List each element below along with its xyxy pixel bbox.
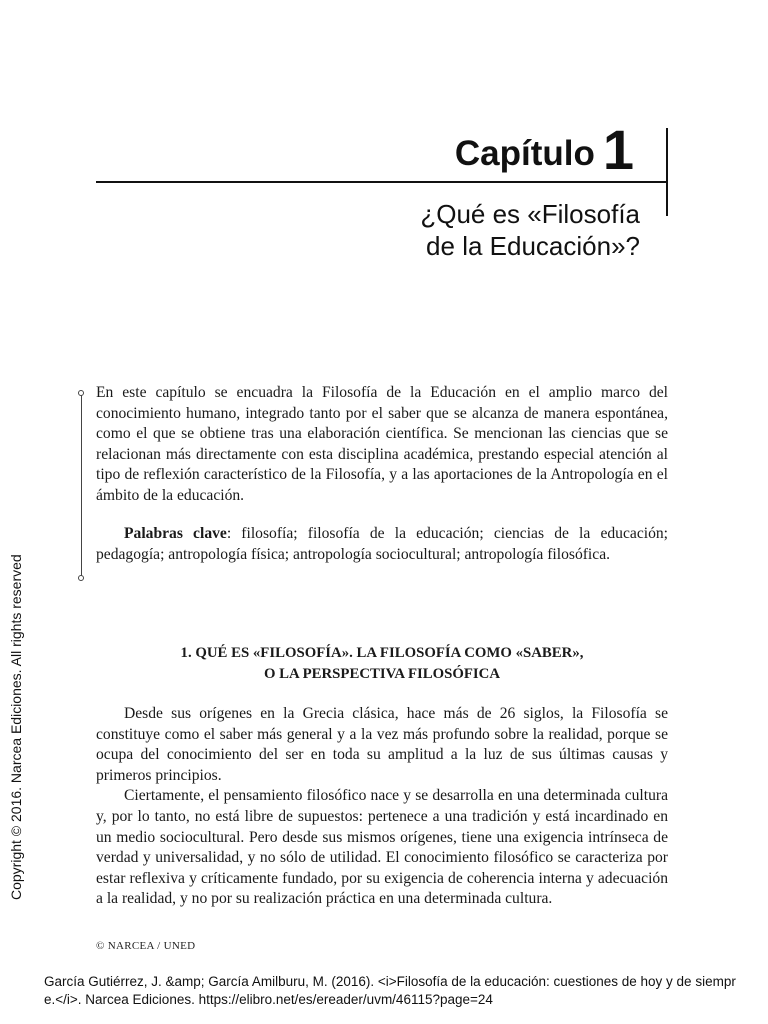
- citation: García Gutiérrez, J. &amp; García Amilburu, M. (2016). <i>Filosofía de la educación: cuestiones de hoy y de siempre.</i>. Narcea Ediciones. https://elibro.net/es/ereader/uvm/46115?page=24: [44, 974, 736, 1007]
- abstract-bar: [81, 395, 82, 577]
- subtitle-line-2: de la Educación»?: [426, 231, 640, 261]
- body-paragraph: Ciertamente, el pensamiento filosófico nace y se desarrolla en una determinada cultura y, por lo tanto, no está libre de supuestos: pertenece a una tradición y está incardinado en un medio sociocultural. Pero desde sus mismos orígenes, tiene una exigencia intrínseca de verdad y universalidad, y no sólo de utilidad. El conocimiento filosófico se caracteriza por estar reflexiva y críticamente fundado, por su exigencia de coherencia interna y adecuación a la realidad, y no por su realización práctica en una determinada cultura.: [96, 787, 668, 908]
- section-heading-line-1: 1. QUÉ ES «FILOSOFÍA». LA FILOSOFÍA COMO «SABER»,: [180, 645, 584, 661]
- title-rule: [96, 181, 668, 183]
- chapter-number: 1: [602, 118, 634, 181]
- copyright-notice: Copyright © 2016. Narcea Ediciones. All rights reserved: [8, 554, 24, 900]
- title-vertical-rule: [666, 128, 668, 216]
- keywords-text: : filosofía; filosofía de la educación; ciencias de la educación; pedagogía; antropología física; antropología sociocultural; antropología filosófica.: [96, 525, 668, 563]
- abstract-bar-top-dot: [78, 390, 84, 396]
- chapter-subtitle: [420, 198, 640, 262]
- chapter-label: Capítulo: [454, 134, 595, 173]
- section-body: [96, 704, 668, 910]
- abstract-bar-bottom-dot: [78, 575, 84, 581]
- subtitle-line-1: ¿Qué es «Filosofía: [420, 199, 640, 229]
- keywords-label: Palabras clave: [124, 525, 227, 542]
- section-heading: [96, 643, 668, 685]
- section-heading-line-2: O LA PERSPECTIVA FILOSÓFICA: [263, 666, 501, 682]
- abstract-text: En este capítulo se encuadra la Filosofía de la Educación en el amplio marco del conocimiento humano, integrado tanto por el saber que se alcanza de manera espontánea, como el que se obtiene tras una elaboración científica. Se mencionan las ciencias que se relacionan más directamente con esta disciplina académica, prestando especial atención al tipo de reflexión característico de la Filosofía, y a las aportaciones de la Antropología en el ámbito de la educación.: [96, 384, 668, 504]
- publisher-footer: © NARCEA / UNED: [96, 940, 196, 952]
- body-paragraph: Desde sus orígenes en la Grecia clásica, hace más de 26 siglos, la Filosofía se constituye como el saber más general y a la vez más profundo sobre la realidad, porque se ocupa del conocimiento del ser en toda su amplitud a la luz de sus últimas causas y primeros principios.: [96, 705, 668, 784]
- keywords: [96, 524, 668, 565]
- chapter-title: [454, 118, 634, 181]
